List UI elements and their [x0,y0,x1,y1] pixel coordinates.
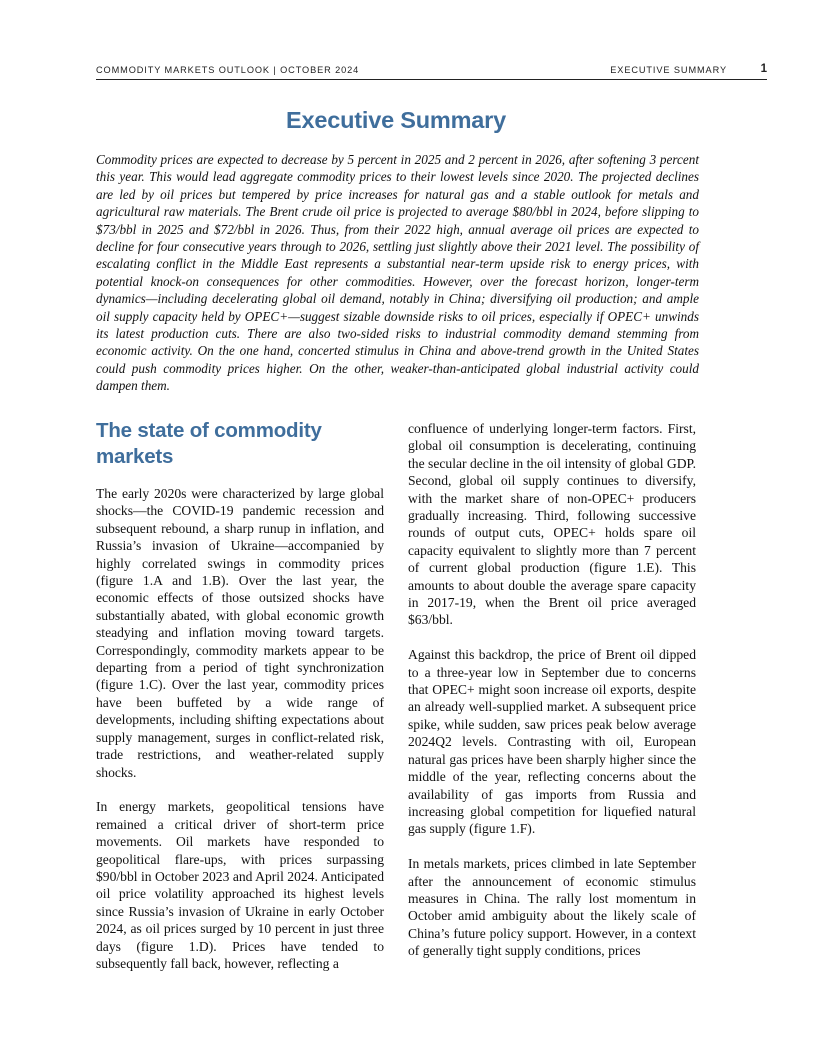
body-paragraph: In metals markets, prices climbed in late September after the announcement of economic stimulus measures in China. The rally lost momentum in October amid ambiguity about the likely scale of China’s future policy support. However, in a context of generally tight supply conditions, prices [408,856,696,959]
body-paragraph: confluence of underlying longer-term factors. First, global oil consumption is decelerating, continuing the secular decline in the oil intensity of global GDP. Second, global oil supply continues to diversify, with the market share of non-OPEC+ producers gradually increasing. Third, following successive rounds of output cuts, OPEC+ holds spare oil capacity equivalent to slightly more than 7 percent of current global production (figure 1.E). This amounts to about double the average spare capacity in 2017-19, when the Brent oil price averaged $63/bbl. [408,421,696,628]
executive-summary-abstract: Commodity prices are expected to decrease by 5 percent in 2025 and 2 percent in 2026, after softening 3 percent this year. This would lead aggregate commodity prices to their lowest levels since 2020. The projected declines are led by oil prices but tempered by price increases for natural gas and a stable outlook for metals and agricultural raw materials. The Brent crude oil price is projected to average $80/bbl in 2024, before slipping to $73/bbl in 2025 and $72/bbl in 2026. Thus, from their 2022 high, annual average oil prices are expected to decline for four consecutive years through to 2026, settling just slightly above their 2021 level. The possibility of escalating conflict in the Middle East represents a substantial near-term upside risk to energy prices, with potential knock-on consequences for other commodities. However, over the forecast horizon, longer-term dynamics—including decelerating global oil demand, notably in China; diversifying oil production; and ample oil supply capacity held by OPEC+—suggest sizable downside risks to oil prices, especially if OPEC+ unwinds its latest production cuts. There are also two-sided risks to industrial commodity demand stemming from economic activity. On the one hand, concerted stimulus in China and above-trend growth in the United States could push commodity prices higher. On the other, weaker-than-anticipated global industrial activity could dampen them. [96,152,699,394]
section-label: EXECUTIVE SUMMARY [610,65,727,75]
page-number: 1 [760,63,767,75]
right-column [408,420,696,977]
body-paragraph: Against this backdrop, the price of Brent oil dipped to a three-year low in September due to concerns that OPEC+ might soon increase oil exports, despite an already well-supplied market. A subsequent price spike, while sudden, saw prices peak below average 2024Q2 levels. Contrasting with oil, European natural gas prices have been sharply higher since the middle of the year, reflecting concerns about the availability of gas imports from Russia and increasing global competition for liquefied natural gas supply (figure 1.F). [408,647,696,837]
page-title: Executive Summary [286,107,506,133]
body-paragraph: The early 2020s were characterized by large global shocks—the COVID-19 pandemic recession and subsequent rebound, a sharp runup in inflation, and Russia’s invasion of Ukraine—accompanied by highly correlated swings in commodity prices (figure 1.A and 1.B). Over the last year, the economic effects of those outsized shocks have substantially abated, with global economic growth steadying and inflation moving toward targets. Correspondingly, commodity markets appear to be departing from a period of tight synchronization (figure 1.C). Over the last year, commodity prices have been buffeted by a wide range of developments, including shifting expectations about supply management, surges in conflict-related risk, trade restrictions, and weather-related supply shocks. [96,486,384,780]
publication-title: COMMODITY MARKETS OUTLOOK | OCTOBER 2024 [96,65,360,75]
section-heading: The state of commodity markets [96,419,322,468]
left-column [96,418,384,990]
body-paragraph: In energy markets, geopolitical tensions have remained a critical driver of short-term price movements. Oil markets have responded to geopolitical flare-ups, with prices surpassing $90/bbl in October 2023 and April 2024. Anticipated oil price volatility approached its highest levels since Russia’s invasion of Ukraine in early October 2024, as oil prices surged by 10 percent in just three days (figure 1.D). Prices have tended to subsequently fall back, however, reflecting a [96,799,384,971]
running-header [96,63,767,80]
